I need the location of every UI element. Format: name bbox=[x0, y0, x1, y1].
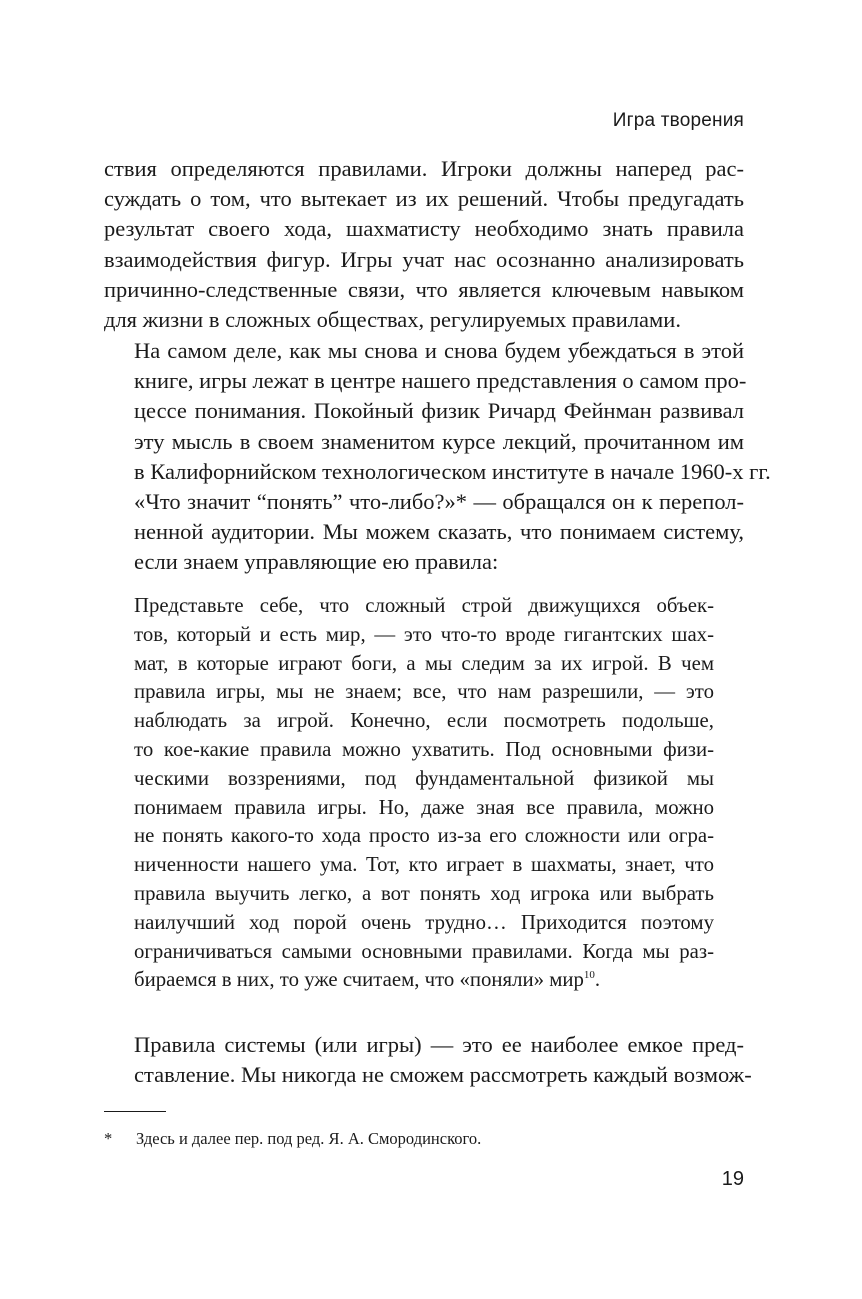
running-title: Игра творения bbox=[612, 110, 744, 131]
quote-line-last bbox=[134, 966, 714, 995]
quote-line: Представьте себе, что сложный строй движущихся объек- bbox=[134, 594, 714, 617]
text-line: суждать о том, что вытекает из их решений. Чтобы предугадать bbox=[104, 186, 744, 212]
text-line: ненной аудитории. Мы можем сказать, что понимаем систему, bbox=[134, 519, 744, 545]
text-line: цессе понимания. Покойный физик Ричард Фейнман развивал bbox=[134, 398, 744, 424]
endnote-reference[interactable]: 10 bbox=[583, 969, 595, 982]
quote-line-text: бираемся в них, то уже считаем, что «поняли» мир bbox=[134, 968, 584, 992]
quote-line: тов, который и есть мир, — это что-то вроде гигантских шах- bbox=[134, 622, 714, 646]
footnote-separator bbox=[104, 1111, 166, 1112]
text-line: в Калифорнийском технологическом институте в начале 1960-х гг. bbox=[134, 458, 771, 484]
footnote-text: Здесь и далее пер. под ред. Я. А. Смородинского. bbox=[136, 1129, 482, 1148]
text-line: взаимодействия фигур. Игры учат нас осознанно анализировать bbox=[104, 246, 744, 272]
text-line: ставление. Мы никогда не сможем рассмотреть каждый возмож- bbox=[134, 1062, 752, 1088]
quote-line: ниченности нашего ума. Тот, кто играет в шахматы, знает, что bbox=[134, 853, 714, 877]
quote-line: правила выучить легко, а вот понять ход игрока или выбрать bbox=[134, 881, 714, 905]
quote-line: наблюдать за игрой. Конечно, если посмотреть подольше, bbox=[134, 709, 714, 733]
text-line: Правила системы (или игры) — это ее наиболее емкое пред- bbox=[134, 1032, 744, 1057]
text-line: На самом деле, как мы снова и снова будем убеждаться в этой bbox=[134, 338, 744, 363]
paragraph-1 bbox=[104, 154, 744, 335]
quote-line: наилучший ход порой очень трудно… Приходится поэтому bbox=[134, 910, 714, 934]
text-line: «Что значит “понять” что-либо?»* — обращался он к перепол- bbox=[134, 489, 744, 515]
text-line: книге, игры лежат в центре нашего представления о самом про- bbox=[134, 368, 747, 394]
quote-line: то кое-какие правила можно ухватить. Под основными физи- bbox=[134, 737, 714, 761]
quote-line: правила игры, мы не знаем; все, что нам разрешили, — это bbox=[134, 680, 714, 704]
feynman-quote bbox=[134, 592, 714, 995]
text-line: если знаем управляющие ею правила: bbox=[134, 549, 499, 575]
quote-line: не понять какого-то хода просто из-за его сложности или огра- bbox=[134, 824, 714, 848]
footnote-mark: * bbox=[104, 1129, 113, 1148]
footnote bbox=[104, 1128, 481, 1150]
text-line: ствия определяются правилами. Игроки должны наперед рас- bbox=[104, 156, 744, 181]
quote-end-punctuation: . bbox=[594, 968, 601, 992]
text-line: для жизни в сложных обществах, регулируемых правилами. bbox=[104, 307, 681, 333]
page-number: 19 bbox=[721, 1168, 744, 1190]
quote-line: мат, в которые играют боги, а мы следим за их игрой. В чем bbox=[134, 651, 714, 675]
paragraph-3 bbox=[104, 1030, 752, 1090]
text-line: эту мысль в своем знаменитом курсе лекций, прочитанном им bbox=[134, 428, 744, 454]
text-line: причинно-следственные связи, что является ключевым навыком bbox=[104, 276, 744, 302]
quote-line: ограничиваться самыми основными правилами. Когда мы раз- bbox=[134, 939, 714, 963]
quote-line: понимаем правила игры. Но, даже зная все правила, можно bbox=[134, 795, 714, 819]
paragraph-2 bbox=[104, 336, 771, 578]
text-line: результат своего хода, шахматисту необходимо знать правила bbox=[104, 216, 744, 242]
quote-line: ческими воззрениями, под фундаментальной физикой мы bbox=[134, 766, 714, 790]
